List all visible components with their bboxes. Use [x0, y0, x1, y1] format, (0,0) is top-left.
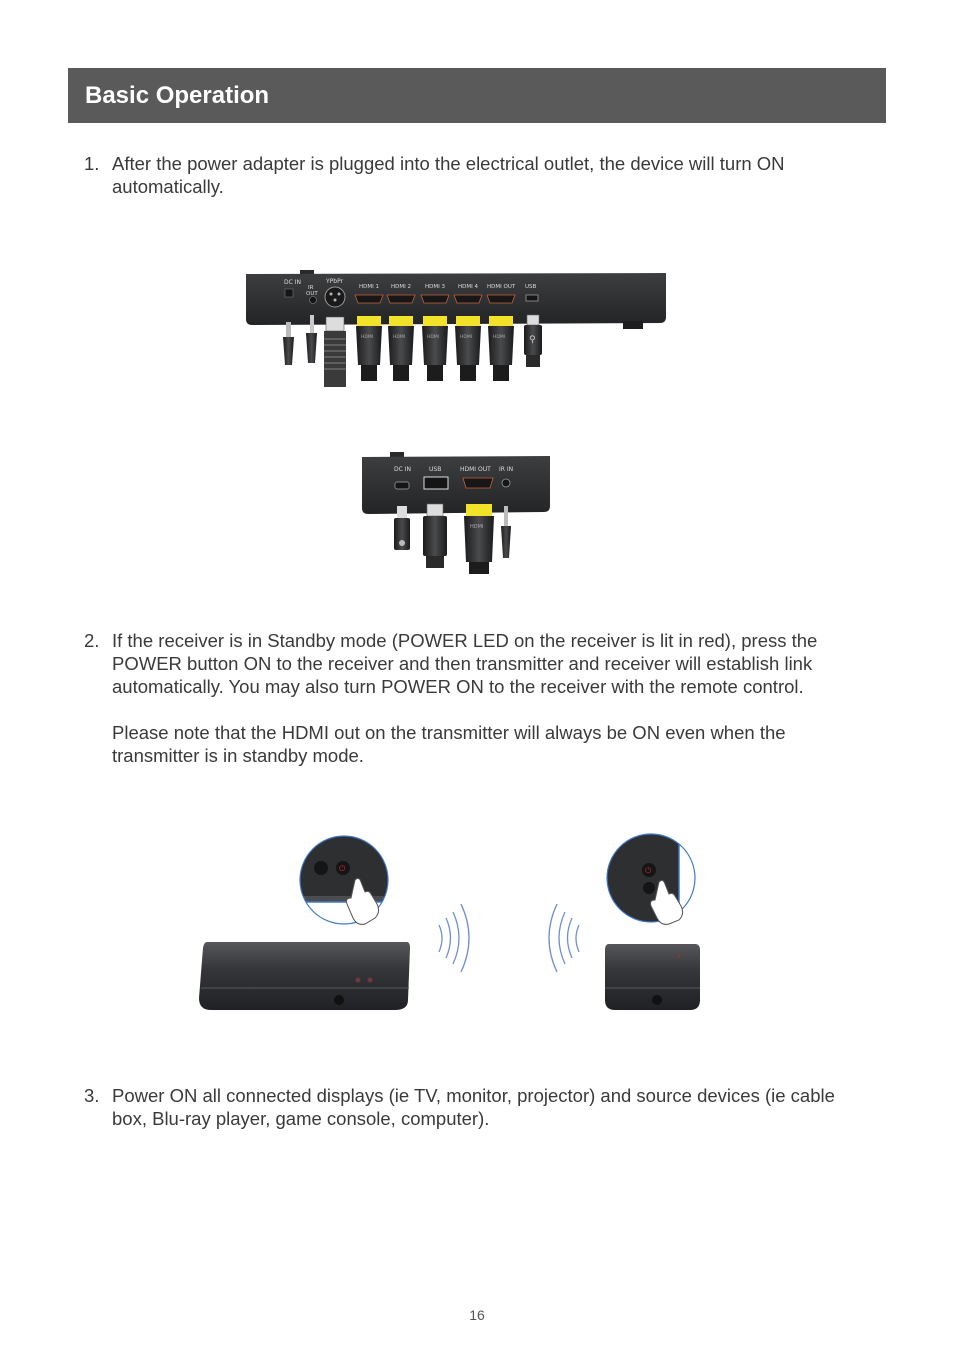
page-number: 16	[469, 1307, 485, 1323]
power-on-illustration	[195, 830, 710, 1020]
step-number: 1.	[84, 153, 100, 174]
port-label: USB	[525, 284, 537, 290]
section-title: Basic Operation	[85, 82, 270, 109]
hdmi-plug	[356, 316, 382, 381]
step-text: After the power adapter is plugged into the electrical outlet, the device will turn ON automatically.	[112, 153, 785, 197]
device-body	[362, 456, 550, 514]
hdmi-plug-label: HDMI	[460, 335, 473, 340]
transmitter-back-panel-illustration	[240, 265, 672, 395]
port-label: HDMI 3	[425, 284, 445, 290]
receiver-back-panel-illustration	[356, 448, 556, 578]
hdmi-plug-label: HDMI	[393, 335, 406, 340]
usb-icon: ⚲	[529, 335, 536, 345]
hdmi-plug-label: HDMI	[470, 524, 484, 530]
port-label: HDMI OUT	[460, 466, 491, 473]
signal-waves-icon	[439, 904, 579, 972]
transmitter-device	[199, 942, 410, 1010]
port-label: DC IN	[394, 466, 411, 473]
step-number: 2.	[84, 630, 100, 651]
port-label: DC IN	[284, 279, 301, 286]
transmitter-power-button-zoom	[295, 836, 395, 932]
hdmi-plug	[488, 316, 514, 381]
hdmi-plug-label: HDMI	[361, 335, 374, 340]
receiver-device	[605, 944, 700, 1010]
port-label: HDMI OUT	[487, 284, 516, 290]
port-label: USB	[429, 466, 442, 473]
hdmi-plug-label: HDMI	[427, 335, 440, 340]
power-icon: ⏻	[339, 864, 346, 873]
hdmi-plug	[455, 316, 481, 381]
port-label: IR	[308, 285, 314, 291]
hdmi-plug	[388, 316, 414, 381]
section-header	[68, 68, 886, 123]
port-label: IR IN	[499, 466, 514, 473]
power-icon: ⏻	[645, 866, 652, 875]
hdmi-plug-label: HDMI	[493, 335, 506, 340]
step-text: Power ON all connected displays (ie TV, monitor, projector) and source devices (ie cable box, Blu-ray player, game console, computer).	[112, 1085, 835, 1129]
port-label: HDMI 4	[458, 284, 478, 290]
port-label: OUT	[306, 291, 318, 297]
port-label: YPbPr	[326, 278, 344, 285]
step-note: Please note that the HDMI out on the transmitter will always be ON even when the transmitter is in standby mode.	[112, 722, 786, 766]
hdmi-plug	[464, 504, 494, 574]
port-label: HDMI 2	[391, 284, 411, 290]
step-number: 3.	[84, 1085, 100, 1106]
port-label: HDMI 1	[359, 284, 379, 290]
step-text: If the receiver is in Standby mode (POWER LED on the receiver is lit in red), press the POWER button ON to the receiver and then transmitter and receiver will establish link automatically. You may also turn POWER ON to the receiver with the remote control.	[112, 630, 818, 697]
receiver-power-button-zoom	[607, 830, 709, 930]
hdmi-plug	[422, 316, 448, 381]
